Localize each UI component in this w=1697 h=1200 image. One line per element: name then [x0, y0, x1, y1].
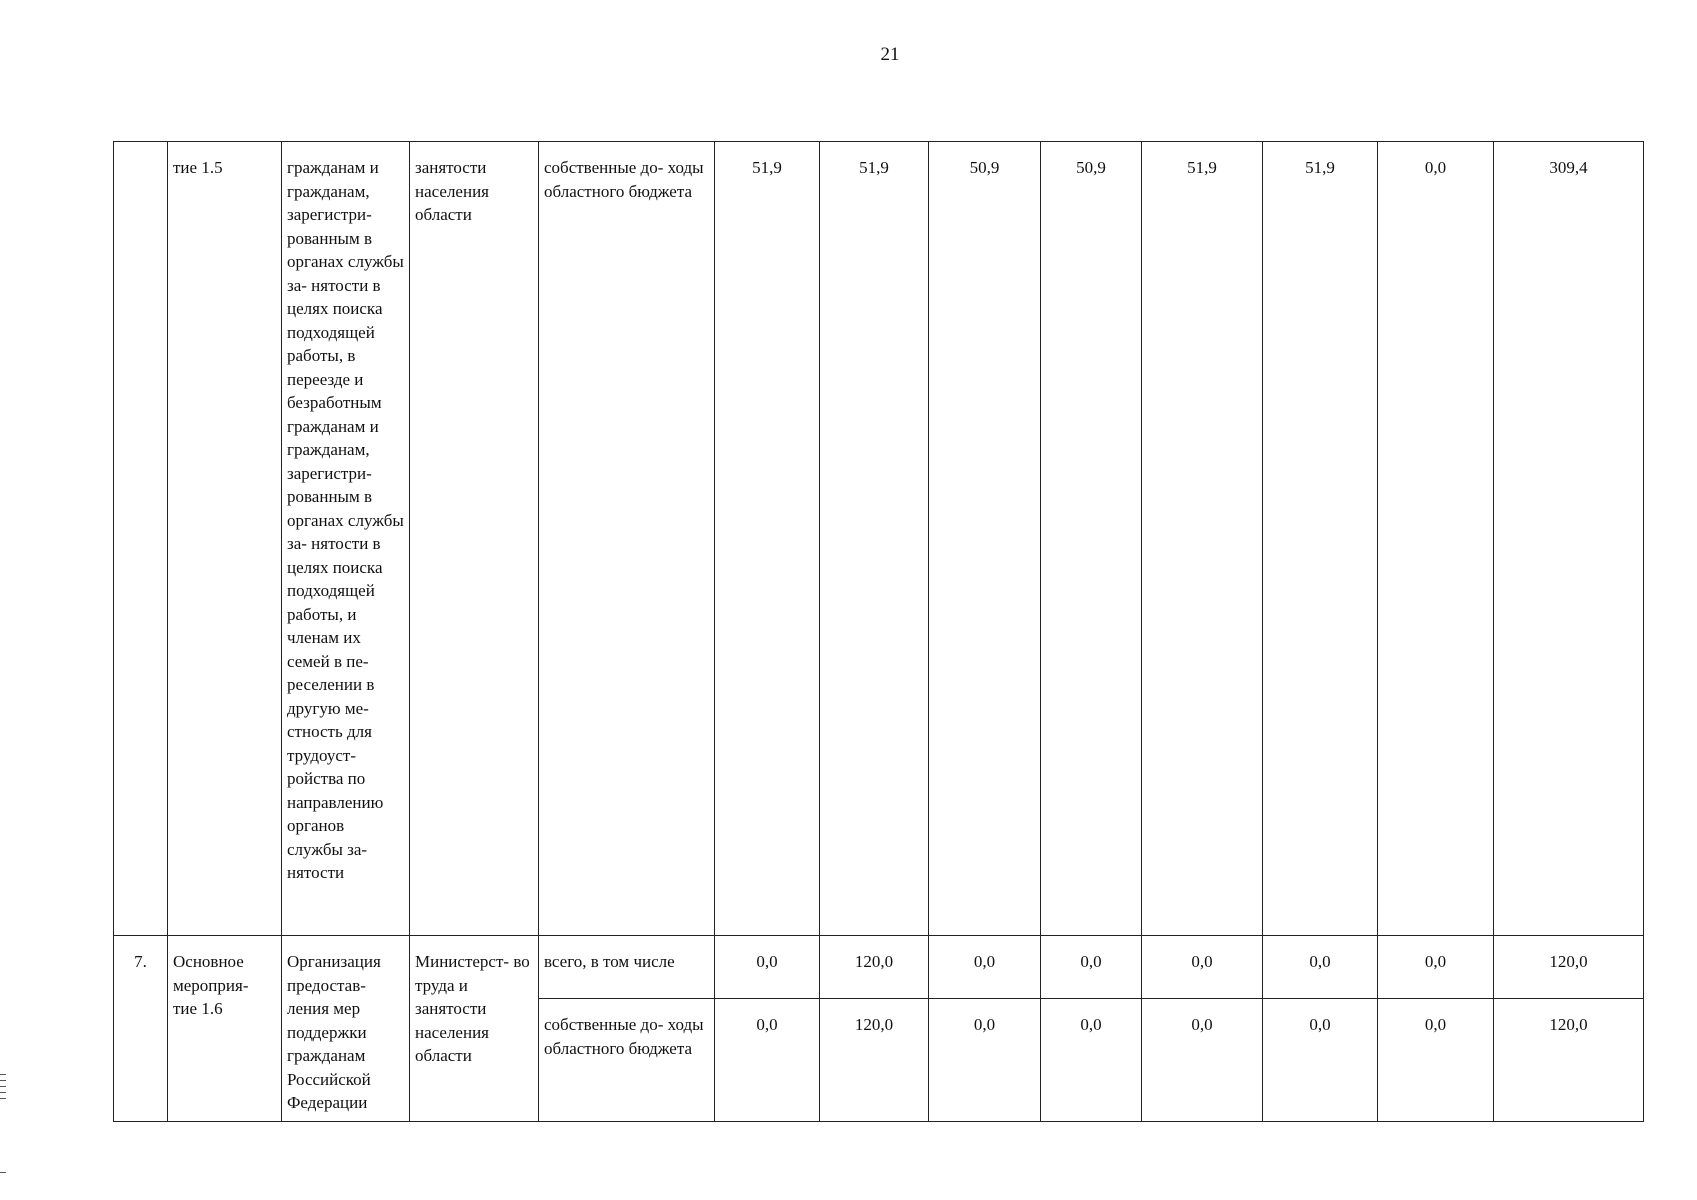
event-name-cell: Основное мероприя- тие 1.6	[168, 936, 282, 1122]
row-index-cell: 7.	[114, 936, 168, 1122]
value-cell: 0,0	[1041, 999, 1142, 1122]
total-value-cell: 120,0	[1494, 999, 1644, 1122]
scan-edge-mark	[0, 1086, 6, 1087]
scan-edge-mark	[0, 1074, 6, 1075]
table-row	[114, 936, 1644, 999]
event-description-cell: Организация предостав- ления мер поддержки гражданам Российской Федерации	[282, 936, 410, 1122]
funding-source-cell: собственные до- ходы областного бюджета	[539, 999, 715, 1122]
scan-edge-mark	[0, 1080, 6, 1081]
table-row	[114, 142, 1644, 936]
value-cell: 0,0	[1263, 936, 1378, 999]
value-cell: 0,0	[715, 999, 820, 1122]
executor-cell: занятости населения области	[410, 142, 539, 936]
event-name-cell: тие 1.5	[168, 142, 282, 936]
funding-source-cell: всего, в том числе	[539, 936, 715, 999]
page-number: 21	[880, 44, 900, 65]
value-cell: 0,0	[1041, 936, 1142, 999]
value-cell: 51,9	[1263, 142, 1378, 936]
value-cell: 0,0	[1378, 936, 1494, 999]
value-cell: 0,0	[1142, 999, 1263, 1122]
scan-edge-mark	[0, 1098, 6, 1099]
value-cell: 0,0	[1263, 999, 1378, 1122]
total-value-cell: 120,0	[1494, 936, 1644, 999]
funding-source-cell: собственные до- ходы областного бюджета	[539, 142, 715, 936]
executor-cell: Министерст- во труда и занятости населения области	[410, 936, 539, 1122]
row-index-cell	[114, 142, 168, 936]
value-cell: 51,9	[715, 142, 820, 936]
budget-table	[113, 141, 1644, 1122]
value-cell: 0,0	[929, 999, 1041, 1122]
value-cell: 50,9	[1041, 142, 1142, 936]
scan-edge-mark	[0, 1092, 6, 1093]
total-value-cell: 309,4	[1494, 142, 1644, 936]
value-cell: 120,0	[820, 936, 929, 999]
value-cell: 0,0	[929, 936, 1041, 999]
scan-edge-mark	[0, 1172, 6, 1173]
event-description-cell: гражданам и гражданам, зарегистри- рованным в органах службы за- нятости в целях поиска подходящей работы, в переезде и безработным гражданам и гражданам, зарегистри- рованным в органах службы за- нятости в целях поиска подходящей работы, и членам их семей в пе- реселении в другую ме- стность для трудоуст- ройства по направлению органов службы за- нятости	[282, 142, 410, 936]
value-cell: 0,0	[1378, 142, 1494, 936]
value-cell: 51,9	[1142, 142, 1263, 936]
value-cell: 50,9	[929, 142, 1041, 936]
value-cell: 0,0	[715, 936, 820, 999]
value-cell: 120,0	[820, 999, 929, 1122]
value-cell: 0,0	[1142, 936, 1263, 999]
value-cell: 0,0	[1378, 999, 1494, 1122]
value-cell: 51,9	[820, 142, 929, 936]
